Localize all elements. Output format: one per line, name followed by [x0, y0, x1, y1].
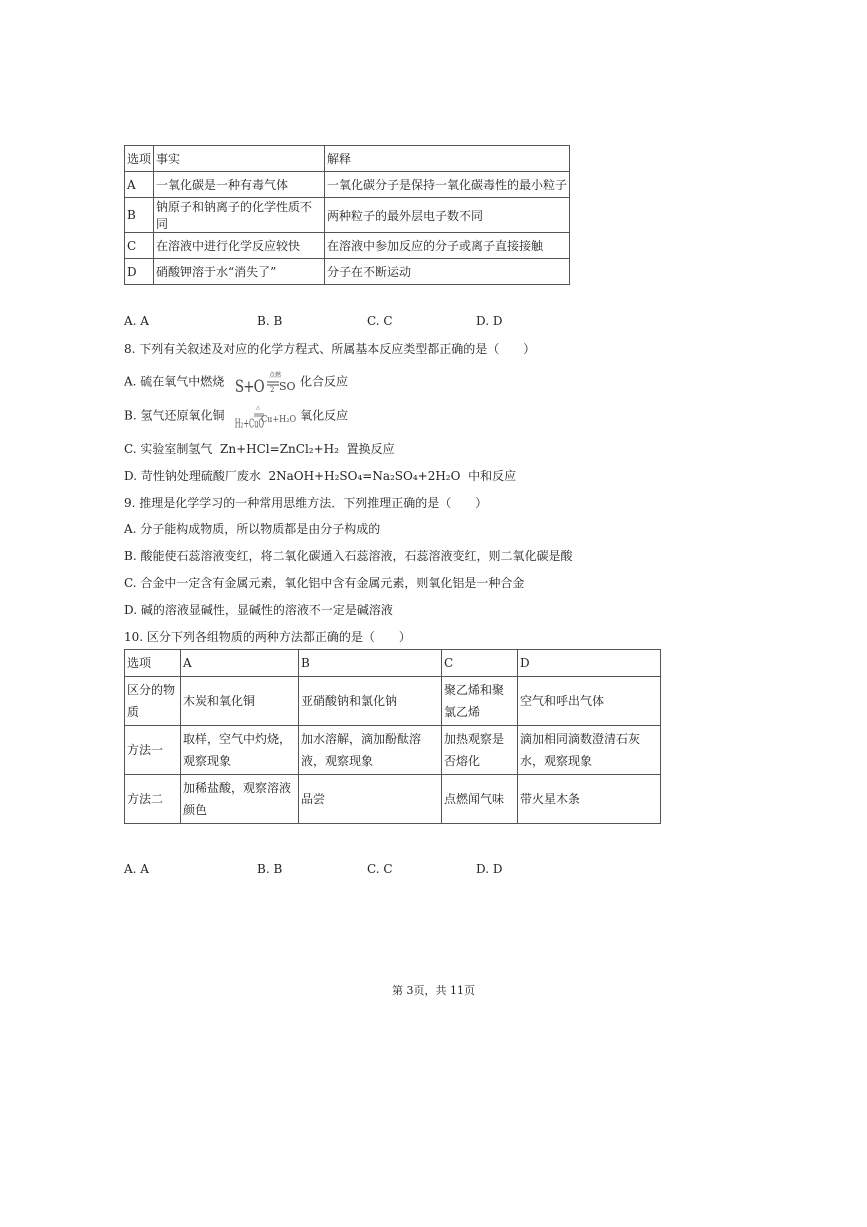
- q10-option-d: D. D: [476, 862, 503, 876]
- table-cell: 空气和呼出气体: [518, 677, 661, 726]
- q7-option-c: C. C: [367, 314, 393, 328]
- q8-d-type: 中和反应: [468, 469, 517, 483]
- q8-c-text: C. 实验室制氢气: [124, 442, 213, 456]
- svg-text:2: 2: [270, 386, 275, 394]
- table-row: [125, 775, 661, 824]
- table-cell: 一氧化碳是一种有毒气体: [154, 172, 325, 198]
- equation-image-hydrogen: [234, 404, 297, 432]
- table-cell: 选项: [125, 650, 181, 677]
- q10-option-b: B. B: [257, 862, 283, 876]
- table-cell: C: [125, 233, 154, 259]
- svg-text:S+O: S+O: [235, 376, 264, 397]
- table-cell: 事实: [154, 146, 325, 172]
- table-row: [125, 172, 570, 198]
- table-cell: 聚乙烯和聚氯乙烯: [442, 677, 518, 726]
- q10-option-a: A. A: [124, 862, 149, 876]
- q8-c-type: 置换反应: [346, 442, 395, 456]
- table-row: [125, 233, 570, 259]
- q8-stem: 8. 下列有关叙述及对应的化学方程式、所属基本反应类型都正确的是（ ）: [124, 342, 536, 356]
- table-cell: C: [442, 650, 518, 677]
- table-cell: 两种粒子的最外层电子数不同: [325, 198, 570, 233]
- q8-option-c: [124, 440, 395, 457]
- q8-a-text: A. 硫在氧气中燃烧: [124, 374, 225, 389]
- equation-image-sulfur: [234, 370, 296, 397]
- table-cell: 方法一: [125, 726, 181, 775]
- q9-option-c: C. 合金中一定含有金属元素，氧化铝中含有金属元素，则氧化铝是一种合金: [124, 576, 525, 590]
- q7-option-d: D. D: [476, 314, 503, 328]
- table-cell: 品尝: [299, 775, 442, 824]
- svg-text:△: △: [256, 405, 261, 411]
- table-row: [125, 259, 570, 285]
- table-header-row: [125, 146, 570, 172]
- table-cell: 区分的物质: [125, 677, 181, 726]
- table-cell: 分子在不断运动: [325, 259, 570, 285]
- q8-b-text: B. 氢气还原氧化铜: [124, 408, 225, 423]
- table-cell: 选项: [125, 146, 154, 172]
- table-cell: 钠原子和钠离子的化学性质不同: [154, 198, 325, 233]
- q8-d-equation: 2NaOH+H₂SO₄=Na₂SO₄+2H₂O: [268, 469, 461, 483]
- svg-text:SO: SO: [279, 380, 296, 393]
- table-cell: 加稀盐酸，观察溶液颜色: [181, 775, 299, 824]
- q8-option-b: [124, 404, 349, 432]
- q10-stem: 10. 区分下列各组物质的两种方法都正确的是（ ）: [124, 630, 411, 644]
- q8-d-text: D. 苛性钠处理硫酸厂废水: [124, 469, 261, 483]
- table-row: [125, 677, 661, 726]
- table-cell: D: [518, 650, 661, 677]
- table-cell: 亚硝酸钠和氯化钠: [299, 677, 442, 726]
- table-cell: 加热观察是否熔化: [442, 726, 518, 775]
- svg-text:Cu+H₂O: Cu+H₂O: [261, 414, 297, 426]
- q7-table: [124, 145, 570, 285]
- q9-option-d: D. 碱的溶液显碱性，显碱性的溶液不一定是碱溶液: [124, 603, 393, 617]
- q7-option-b: B. B: [257, 314, 283, 328]
- q7-option-a: A. A: [124, 314, 149, 328]
- q8-c-equation: Zn+HCl=ZnCl₂+H₂: [220, 442, 339, 456]
- table-cell: B: [125, 198, 154, 233]
- table-cell: A: [181, 650, 299, 677]
- q8-b-type: 氧化反应: [300, 408, 349, 423]
- table-cell: 在溶液中进行化学反应较快: [154, 233, 325, 259]
- table-cell: 点燃闻气味: [442, 775, 518, 824]
- page-footer: 第 3页，共 11页: [392, 984, 475, 997]
- q9-option-b: B. 酸能使石蕊溶液变红，将二氧化碳通入石蕊溶液，石蕊溶液变红，则二氧化碳是酸: [124, 549, 573, 563]
- table-row: [125, 726, 661, 775]
- table-cell: 滴加相同滴数澄清石灰水，观察现象: [518, 726, 661, 775]
- svg-text:点燃: 点燃: [269, 372, 282, 379]
- table-cell: 一氧化碳分子是保持一氧化碳毒性的最小粒子: [325, 172, 570, 198]
- table-cell: 硝酸钾溶于水“消失了”: [154, 259, 325, 285]
- q9-option-a: A. 分子能构成物质，所以物质都是由分子构成的: [124, 522, 381, 536]
- q10-table: [124, 649, 661, 824]
- q9-stem: 9. 推理是化学学习的一种常用思维方法．下列推理正确的是（ ）: [124, 496, 488, 510]
- table-row: [125, 198, 570, 233]
- table-header-row: [125, 650, 661, 677]
- table-cell: D: [125, 259, 154, 285]
- q8-a-type: 化合反应: [299, 374, 348, 389]
- q8-option-d: [124, 467, 516, 484]
- q8-option-a: [124, 370, 348, 396]
- table-cell: 带火星木条: [518, 775, 661, 824]
- svg-text:H₂+CuO: H₂+CuO: [235, 417, 265, 432]
- table-cell: A: [125, 172, 154, 198]
- table-cell: 加水溶解，滴加酚酞溶液，观察现象: [299, 726, 442, 775]
- table-cell: 解释: [325, 146, 570, 172]
- table-cell: B: [299, 650, 442, 677]
- table-cell: 方法二: [125, 775, 181, 824]
- table-cell: 在溶液中参加反应的分子或离子直接接触: [325, 233, 570, 259]
- table-cell: 取样，空气中灼烧，观察现象: [181, 726, 299, 775]
- q10-option-c: C. C: [367, 862, 393, 876]
- table-cell: 木炭和氧化铜: [181, 677, 299, 726]
